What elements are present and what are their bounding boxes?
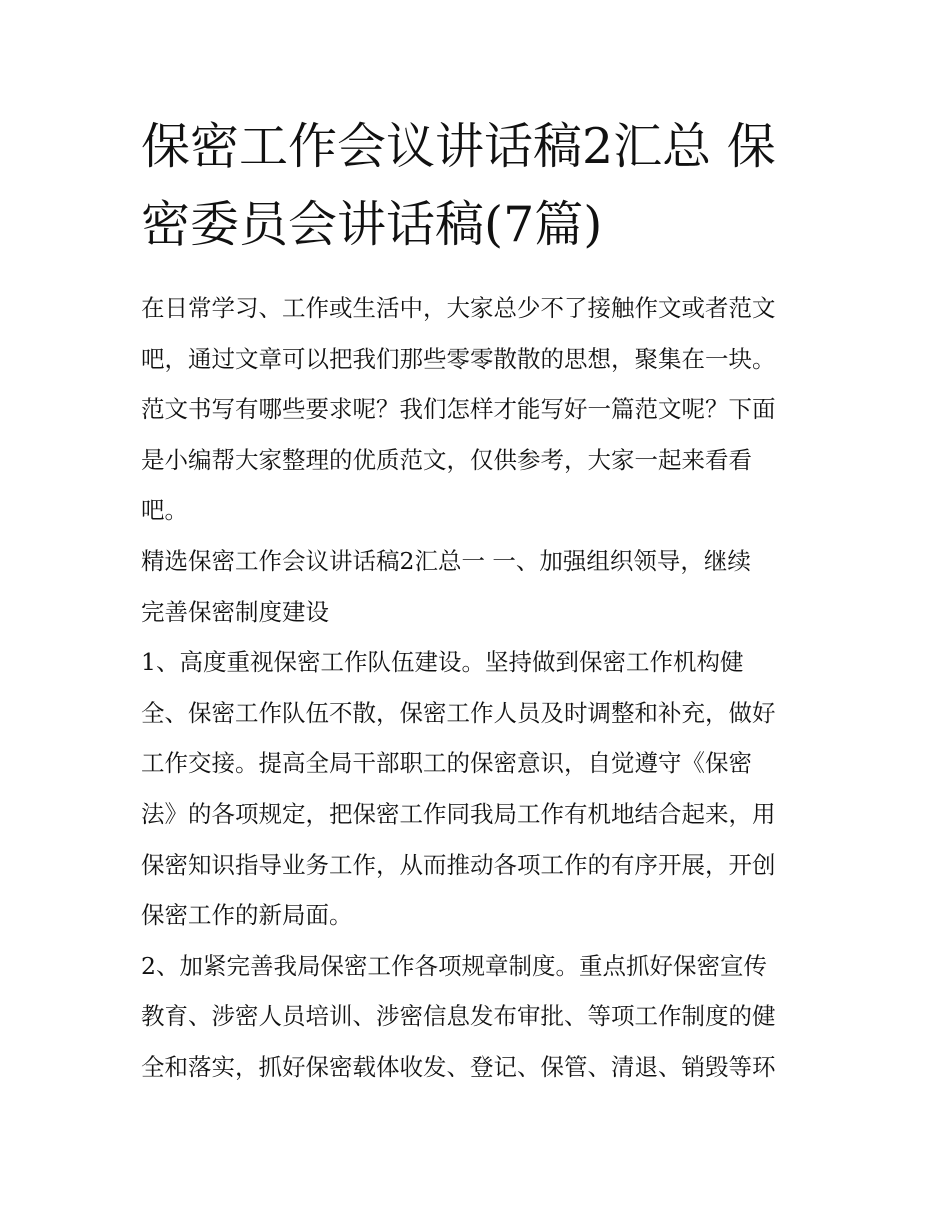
text-line: 2、加紧完善我局保密工作各项规章制度。重点抓好保密宣传 [141, 951, 767, 980]
intro-paragraph [141, 283, 813, 536]
text-line: 完善保密制度建设 [141, 597, 329, 626]
text-line: 范文书写有哪些要求呢？我们怎样才能写好一篇范文呢？下面 [141, 395, 776, 424]
title-line: 保密工作会议讲话稿2汇总 保 [141, 118, 776, 175]
text-line: 是小编帮大家整理的优质范文，仅供参考，大家一起来看看 [141, 445, 752, 474]
text-line: 1、高度重视保密工作队伍建设。坚持做到保密工作机构健 [141, 648, 744, 677]
text-line: 精选保密工作会议讲话稿2汇总一 一、加强组织领导，继续 [141, 546, 751, 575]
text-line: 全和落实，抓好保密载体收发、登记、保管、清退、销毁等环 [141, 1052, 776, 1081]
text-line: 工作交接。提高全局干部职工的保密意识，自觉遵守《保密 [141, 749, 752, 778]
text-line: 全、保密工作队伍不散，保密工作人员及时调整和补充，做好 [141, 698, 776, 727]
section-heading-paragraph [141, 536, 813, 637]
text-line: 吧。 [141, 496, 188, 525]
text-line: 教育、涉密人员培训、涉密信息发布审批、等项工作制度的健 [141, 1002, 776, 1031]
text-line: 保密工作的新局面。 [141, 901, 353, 930]
item-1-paragraph [141, 637, 813, 941]
text-line: 在日常学习、工作或生活中，大家总少不了接触作文或者范文 [141, 294, 776, 322]
title-line: 密委员会讲话稿(7篇) [141, 196, 603, 253]
text-line: 吧，通过文章可以把我们那些零零散散的思想，聚集在一块。 [141, 344, 776, 373]
document-title [141, 108, 813, 264]
text-line: 保密知识指导业务工作，从而推动各项工作的有序开展，开创 [141, 850, 776, 879]
text-line: 法》的各项规定，把保密工作同我局工作有机地结合起来，用 [141, 799, 776, 828]
document-page [141, 108, 813, 1093]
item-2-paragraph [141, 941, 813, 1093]
